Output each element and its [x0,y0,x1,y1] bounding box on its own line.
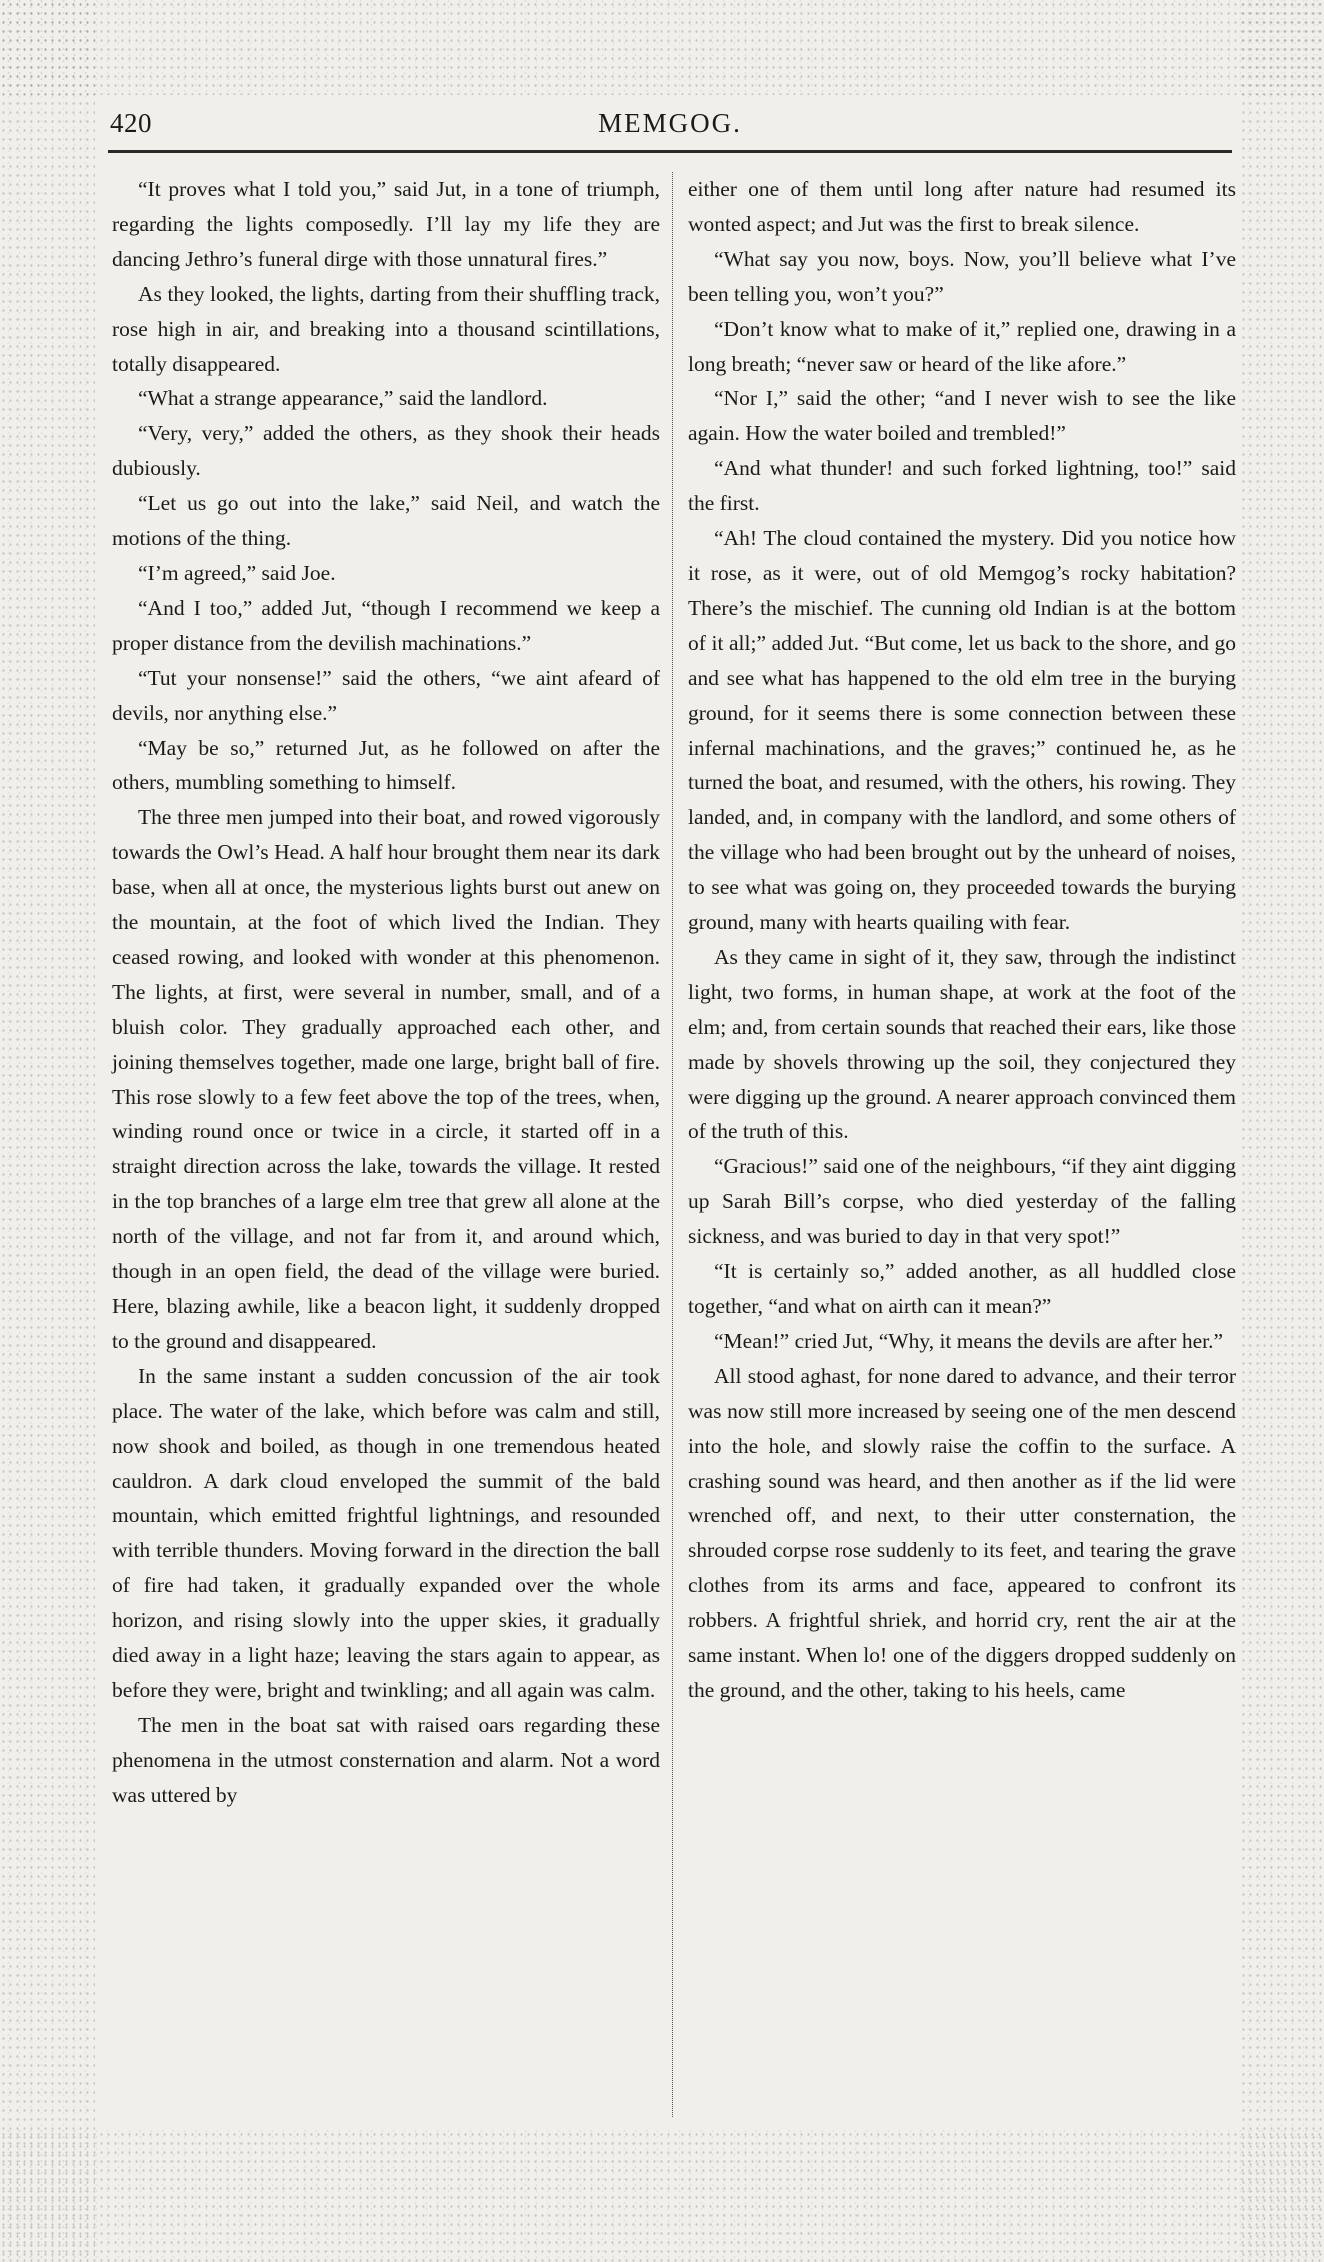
paragraph: “Gracious!” said one of the neighbours, “if they aint digging up Sarah Bill’s corpse, who died yesterday of the falling sickness, and was buried to day in that very spot!” [688,1154,1236,1249]
paragraph: “Tut your nonsense!” said the others, “we aint afeard of devils, nor anything else.” [112,665,660,725]
paragraph: The men in the boat sat with raised oars regarding these phenomena in the utmost consternation and alarm. Not a word was uttered by [112,1712,660,1807]
paragraph: “May be so,” returned Jut, as he followed on after the others, mumbling something to himself. [112,735,660,795]
paragraph: “And I too,” added Jut, “though I recommend we keep a proper distance from the devilish machinations.” [112,595,660,655]
paragraph: “Let us go out into the lake,” said Neil, and watch the motions of the thing. [112,491,660,551]
paragraph: “It is certainly so,” added another, as all huddled close together, “and what on airth can it mean?” [688,1259,1236,1318]
scan-noise-right [1240,0,1324,2262]
paragraph: All stood aghast, for none dared to advance, and their terror was now still more increased by seeing one of the men descend into the hole, and slowly raise the coffin to the surface. A crashing sound was heard, and then another as if the lid were wrenched off, and next, to their utter consternation, the shrouded corpse rose suddenly to its feet, and tearing the grave clothes from its arms and face, appeared to confront its robbers. A frightful shriek, and horrid cry, rent the air at the same instant. When lo! one of the diggers dropped suddenly on the ground, and the other, taking to his heels, came [688,1363,1236,1702]
left-column [112,172,660,1813]
column-divider [672,172,673,2117]
paragraph: The three men jumped into their boat, and rowed vigorously towards the Owl’s Head. A half hour brought them near its dark base, when all at once, the mysterious lights burst out anew on the mountain, at the foot of which lived the Indian. They ceased rowing, and looked with wonder at this phenomenon. The lights, at first, were several in number, small, and of a bluish color. They gradually approached each other, and joining themselves together, made one large, bright ball of fire. This rose slowly to a few feet above the top of the trees, when, winding round once or twice in a circle, it started off in a straight direction across the lake, towards the village. It rested in the top branches of a large elm tree that grew all alone at the north of the village, and not far from it, and around which, though in an open field, the dead of the village were buried. Here, blazing awhile, like a beacon light, it suddenly dropped to the ground and disappeared. [112,805,660,1353]
paragraph: “Very, very,” added the others, as they shook their heads dubiously. [112,421,660,481]
scan-noise-top [0,0,1324,95]
paragraph: As they came in sight of it, they saw, through the indistinct light, two forms, in human shape, at work at the foot of the elm; and, from certain sounds that reached their ears, like those made by shovels throwing up the soil, they conjectured they were digging up the ground. A nearer approach convinced them of the truth of this. [688,944,1236,1144]
paragraph: “And what thunder! and such forked lightning, too!” said the first. [688,456,1236,516]
scan-noise-bottom [0,2130,1324,2262]
paragraph: “I’m agreed,” said Joe. [138,560,336,585]
paragraph: “Nor I,” said the other; “and I never wish to see the like again. How the water boiled and trembled!” [688,386,1236,446]
paragraph: “Ah! The cloud contained the mystery. Did you notice how it rose, as it were, out of old Memgog’s rocky habitation? There’s the mischief. The cunning old Indian is at the bottom of it all;” added Jut. “But come, let us back to the shore, and go and see what has happened to the old elm tree in the burying ground, for it seems there is some connection between these infernal machinations, and the graves;” continued he, as he turned the boat, and resumed, with the others, his rowing. They landed, and, in company with the landlord, and some others of the village who had been brought out by the unheard of noises, to see what was going on, they proceeded towards the burying ground, many with hearts quailing with fear. [688,526,1236,935]
scan-noise-left [0,0,95,2262]
paragraph-continuation: either one of them until long after nature had resumed its wonted aspect; and Jut was the first to break silence. [688,177,1236,236]
page-header [110,108,1230,152]
paragraph: “Mean!” cried Jut, “Why, it means the devils are after her.” [714,1328,1223,1353]
right-column [688,172,1236,1708]
paragraph: “What a strange appearance,” said the landlord. [138,386,548,411]
paragraph: “It proves what I told you,” said Jut, in a tone of triumph, regarding the lights composedly. I’ll lay my life they are dancing Jethro’s funeral dirge with those unnatural fires.” [112,177,660,271]
running-title: MEMGOG. [598,108,742,138]
paragraph: In the same instant a sudden concussion of the air took place. The water of the lake, which before was calm and still, now shook and boiled, as though in one tremendous heated cauldron. A dark cloud enveloped the summit of the bald mountain, which emitted frightful lightnings, and resounded with terrible thunders. Moving forward in the direction the ball of fire had taken, it gradually expanded over the whole horizon, and rising slowly into the upper skies, it gradually died away in a light haze; leaving the stars again to appear, as before they were, bright and twinkling; and all again was calm. [112,1363,660,1702]
paragraph: “Don’t know what to make of it,” replied one, drawing in a long breath; “never saw or heard of the like afore.” [688,316,1236,376]
paragraph: “What say you now, boys. Now, you’ll believe what I’ve been telling you, won’t you?” [688,246,1236,306]
header-rule [108,150,1232,153]
paragraph: As they looked, the lights, darting from their shuffling track, rose high in air, and breaking into a thousand scintillations, totally disappeared. [112,281,660,376]
page-number: 420 [110,108,152,138]
